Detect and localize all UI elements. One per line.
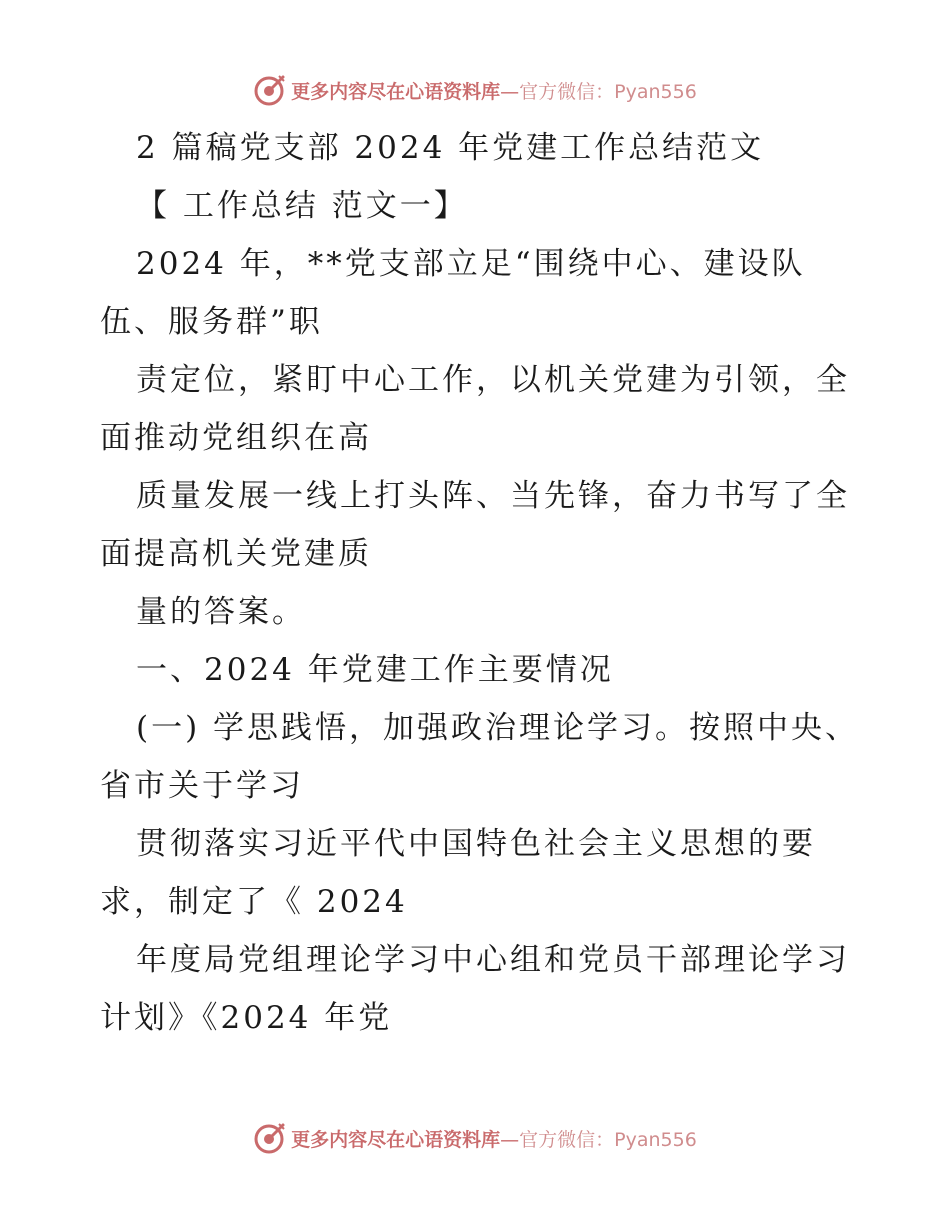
subsection-heading: 一、2024 年党建工作主要情况	[136, 652, 614, 688]
section-heading: 【 工作总结 范文一】	[136, 188, 468, 224]
watermark-contact: 官方微信：Pyan556	[519, 1128, 697, 1151]
paragraph-line: 伍、服务群”职	[100, 304, 323, 340]
paragraph-line: 质量发展一线上打头阵、当先锋，奋力书写了全	[136, 478, 850, 514]
paragraph-line: 计划》《2024 年党	[100, 1000, 393, 1036]
header-watermark	[0, 70, 950, 110]
paragraph-line: 量的答案。	[136, 594, 306, 630]
pen-logo-icon	[253, 1121, 287, 1155]
paragraph-line: 求，制定了《 2024	[100, 884, 408, 920]
paragraph-line: 贯彻落实习近平代中国特色社会主义思想的要	[136, 826, 816, 862]
paragraph-line: 2024 年，**党支部立足“围绕中心、建设队	[136, 246, 806, 282]
paragraph-line: 责定位，紧盯中心工作，以机关党建为引领，全	[136, 362, 850, 398]
watermark-main: 更多内容尽在心语资料库	[291, 1128, 501, 1151]
paragraph-line: (一) 学思践悟，加强政治理论学习。按照中央、	[136, 710, 860, 746]
paragraph-line: 年度局党组理论学习中心组和党员干部理论学习	[136, 942, 850, 978]
watermark-dash: —	[500, 1128, 520, 1151]
watermark-main: 更多内容尽在心语资料库	[291, 80, 501, 103]
paragraph-line: 省市关于学习	[100, 768, 304, 804]
watermark-text	[291, 77, 697, 104]
paragraph-line: 面推动党组织在高	[100, 420, 372, 456]
pen-logo-icon	[253, 73, 287, 107]
footer-watermark	[0, 1118, 950, 1158]
watermark-text	[291, 1125, 697, 1152]
watermark-dash: —	[500, 80, 520, 103]
paragraph-line: 面提高机关党建质	[100, 536, 372, 572]
document-title: 2 篇稿党支部 2024 年党建工作总结范文	[136, 130, 765, 166]
watermark-contact: 官方微信：Pyan556	[519, 80, 697, 103]
